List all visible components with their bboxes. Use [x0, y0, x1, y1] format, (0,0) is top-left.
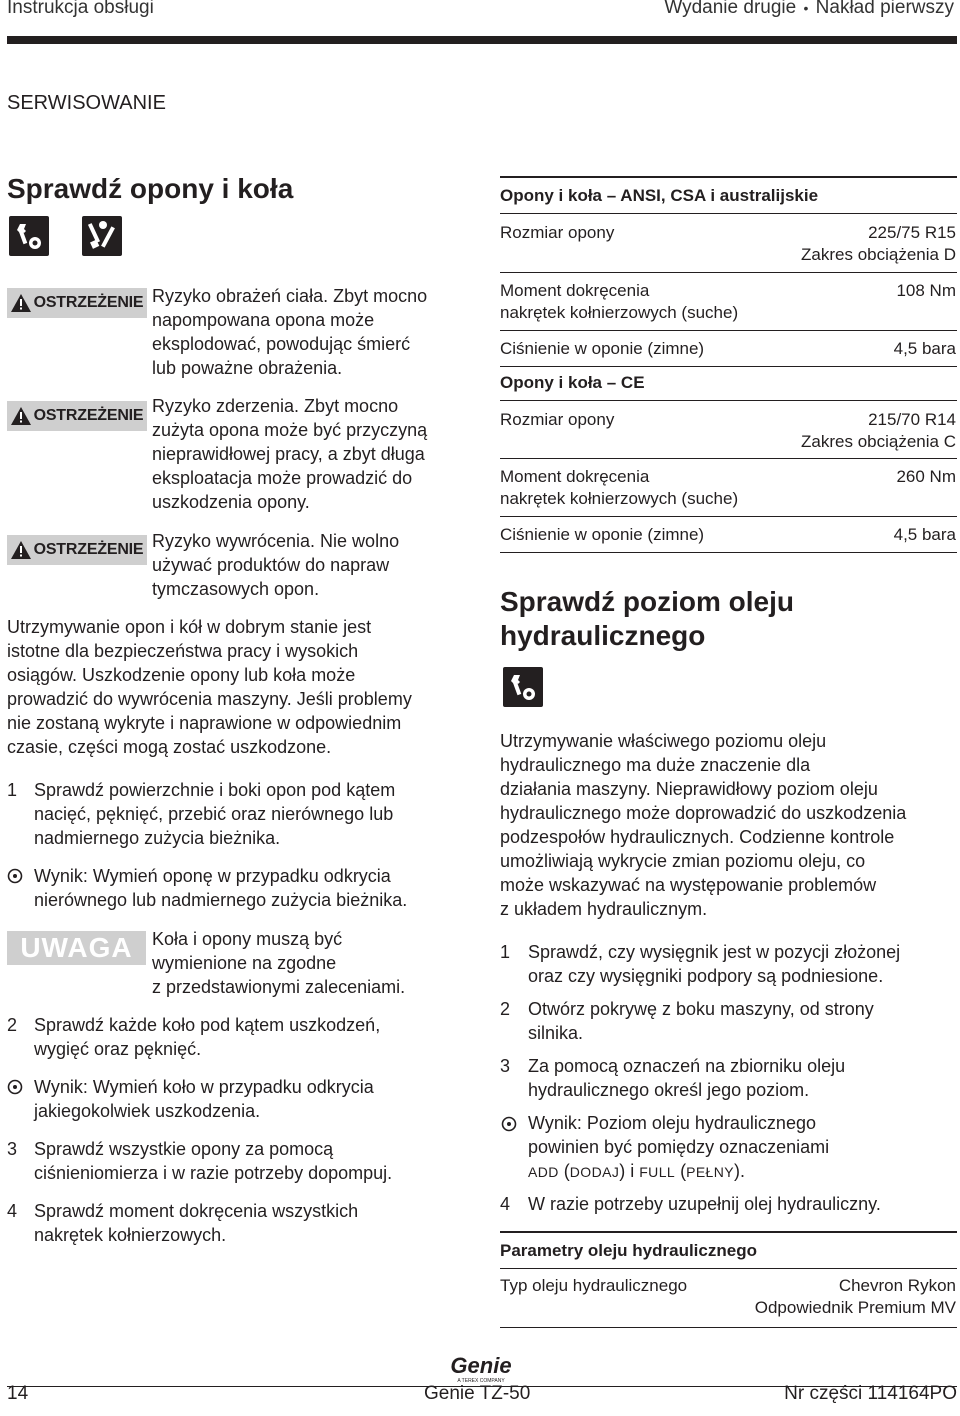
text-line: zużyta opona może być przyczyną — [152, 420, 428, 440]
table-rule — [500, 366, 957, 367]
result-icon — [501, 1116, 517, 1132]
logo-text: Genie — [450, 1353, 512, 1378]
mark-and: i — [630, 1161, 635, 1181]
table-label — [500, 280, 738, 324]
table-value: 260 Nm — [896, 467, 956, 486]
text-line: oraz czy wysięgniki podpory są podniesione. — [528, 966, 884, 986]
table-rule — [500, 552, 957, 553]
text-line: ADD (DODAJ) i FULL (PEŁNY). — [528, 1161, 745, 1181]
model-name: Genie TZ-50 — [424, 1383, 531, 1404]
text-line: nadmiernego zużycia bieżnika. — [34, 828, 281, 848]
warning-badge — [7, 288, 147, 318]
text-line: nacięć, pęknięć, przebić oraz nierównego lub — [34, 804, 394, 824]
text-line: Wynik: Poziom oleju hydraulicznego — [528, 1113, 816, 1133]
table-title: Opony i koła – ANSI, CSA i australijskie — [500, 186, 819, 205]
section-title: SERWISOWANIE — [7, 92, 166, 114]
value-line: Zakres obciążenia C — [801, 432, 956, 451]
text-line: nierównego lub nadmiernego zużycia bieżnika. — [34, 890, 408, 910]
text-line: hydraulicznego określ jego poziom. — [528, 1080, 810, 1100]
label-line: nakrętek kołnierzowych (suche) — [500, 489, 739, 508]
notice-text — [152, 927, 405, 999]
printing-text: Nakład pierwszy — [815, 0, 954, 18]
text-line: podzespołów hydraulicznych. Codzienne kontrole — [500, 827, 895, 847]
result-text — [34, 864, 407, 912]
text-line: Sprawdź powierzchnie i boki opon pod kątem — [34, 780, 396, 800]
table-rule — [500, 272, 957, 273]
text-line: jakiegokolwiek uszkodzenia. — [34, 1101, 261, 1121]
text-line: hydraulicznego może doprowadzić do uszkodzenia — [500, 803, 907, 823]
warning-triangle-icon — [11, 294, 31, 312]
text-line: Ryzyko obrażeń ciała. Zbyt mocno — [152, 286, 428, 306]
notice-badge: UWAGA — [7, 931, 146, 965]
oil-intro-paragraph — [500, 729, 906, 921]
step-text — [528, 1054, 845, 1102]
tools-icon — [503, 667, 543, 707]
text-line: nie zostaną wykryte i naprawione w odpowiednim — [7, 713, 402, 733]
header-rule — [7, 36, 957, 44]
table-value — [801, 222, 956, 266]
wrench-screwdriver-icon — [82, 216, 122, 256]
text-line: Wynik: Wymień oponę w przypadku odkrycia — [34, 866, 391, 886]
mark-full: FULL — [639, 1164, 676, 1180]
text-line: używać produktów do napraw — [152, 555, 390, 575]
table-rule — [500, 516, 957, 517]
table-rule — [500, 458, 957, 459]
text-line: Wynik: Wymień koło w przypadku odkrycia — [34, 1077, 374, 1097]
genie-logo — [446, 1353, 516, 1385]
warning-text-injury — [152, 284, 427, 380]
step-text — [34, 1013, 380, 1061]
text-line: lub poważne obrażenia. — [152, 358, 343, 378]
heading-line: hydraulicznego — [500, 620, 706, 651]
text-line: Sprawdź, czy wysięgnik jest w pozycji złożonej — [528, 942, 901, 962]
text-line: wymienione na zgodne — [152, 953, 337, 973]
text-line: istotne dla bezpieczeństwa pracy i wysokich — [7, 641, 359, 661]
text-line: Otwórz pokrywę z boku maszyny, od strony — [528, 999, 874, 1019]
value-line: Chevron Rykon — [838, 1276, 956, 1295]
text-line: Utrzymywanie opon i kół w dobrym stanie jest — [7, 617, 372, 637]
text-line: powinien być pomiędzy oznaczeniami — [528, 1137, 830, 1157]
table-value: 4,5 bara — [893, 339, 956, 358]
value-line: Odpowiednik Premium MV — [754, 1298, 956, 1317]
label-line: nakrętek kołnierzowych (suche) — [500, 303, 739, 322]
table-label: Rozmiar opony — [500, 223, 615, 242]
text-line: czasie, części mogą zostać uszkodzone. — [7, 737, 332, 757]
intro-paragraph — [7, 615, 412, 759]
text-line: Za pomocą oznaczeń na zbiorniku oleju — [528, 1056, 846, 1076]
edition-bullet: • — [803, 0, 809, 16]
table-rule — [500, 330, 957, 331]
value-line: 215/70 R14 — [868, 410, 956, 429]
text-line: działania maszyny. Nieprawidłowy poziom oleju — [500, 779, 878, 799]
value-line: Zakres obciążenia D — [801, 245, 956, 264]
table-value: 108 Nm — [896, 281, 956, 300]
step-text — [34, 778, 395, 850]
text-line: Ryzyko wywrócenia. Nie wolno — [152, 531, 400, 551]
text-line: z przedstawionymi zaleceniami. — [152, 977, 406, 997]
text-line: prowadzić do wywrócenia maszyny. Jeśli problemy — [7, 689, 412, 709]
text-line: hydraulicznego ma duże znaczenie dla — [500, 755, 811, 775]
table-label: Rozmiar opony — [500, 410, 615, 429]
label-line: Moment dokręcenia — [500, 281, 650, 300]
result-icon — [7, 1079, 23, 1095]
warning-text-tipover — [152, 529, 399, 601]
section-heading-oil — [500, 585, 940, 653]
table-label: Ciśnienie w oponie (zimne) — [500, 525, 705, 544]
table-top-rule — [500, 1231, 957, 1233]
step-number: 2 — [500, 999, 511, 1019]
table-label: Ciśnienie w oponie (zimne) — [500, 339, 705, 358]
edition-text: Wydanie drugie — [664, 0, 797, 18]
result-text — [528, 1111, 829, 1184]
table-title: Parametry oleju hydraulicznego — [500, 1241, 757, 1260]
warning-text-collision — [152, 394, 427, 514]
text-line: ciśnieniomierza i w razie potrzeby dopompuj. — [34, 1163, 393, 1183]
heading-line: Sprawdź poziom oleju — [500, 586, 795, 617]
table-rule — [500, 400, 957, 401]
warning-triangle-icon — [11, 407, 31, 425]
text-line: uszkodzenia opony. — [152, 492, 310, 512]
warning-label: OSTRZEŻENIE — [33, 294, 144, 311]
table-rule — [500, 213, 957, 214]
table-label: Typ oleju hydraulicznego — [500, 1276, 688, 1295]
text-line: osiągów. Uszkodzenie opony lub koła może — [7, 665, 356, 685]
step-text — [34, 1199, 358, 1247]
result-icon — [7, 868, 23, 884]
step-text: W razie potrzeby uzupełnij olej hydrauliczny. — [528, 1194, 881, 1214]
text-line: Sprawdź moment dokręcenia wszystkich — [34, 1201, 359, 1221]
table-label — [500, 466, 738, 510]
text-line: umożliwiają wykrycie zmian poziomu oleju, co — [500, 851, 866, 871]
warning-badge — [7, 401, 147, 431]
text-line: z układem hydraulicznym. — [500, 899, 708, 919]
warning-label: OSTRZEŻENIE — [33, 407, 144, 424]
text-line: eksplodować, powodując śmierć — [152, 334, 411, 354]
tools-icon — [9, 216, 49, 256]
step-number: 2 — [7, 1015, 18, 1035]
table-rule — [500, 1268, 957, 1269]
step-number: 3 — [500, 1056, 511, 1076]
step-text — [528, 940, 900, 988]
table-top-rule — [500, 176, 957, 178]
header-title: Instrukcja obsługi — [7, 0, 154, 18]
text-line: Utrzymywanie właściwego poziomu oleju — [500, 731, 827, 751]
table-value: 4,5 bara — [893, 525, 956, 544]
mark-add: ADD — [528, 1164, 559, 1180]
step-text — [528, 997, 874, 1045]
text-line: wygięć oraz pęknięć. — [34, 1039, 202, 1059]
text-line: Ryzyko zderzenia. Zbyt mocno — [152, 396, 399, 416]
table-value — [801, 409, 956, 453]
table-rule — [500, 1327, 957, 1328]
warning-triangle-icon — [11, 541, 31, 559]
step-number: 4 — [7, 1201, 18, 1221]
text-line: Koła i opony muszą być — [152, 929, 343, 949]
text-line: Sprawdź każde koło pod kątem uszkodzeń, — [34, 1015, 381, 1035]
mark-pelny: PEŁNY — [686, 1164, 734, 1180]
logo-subtext: A TEREX COMPANY — [457, 1378, 505, 1384]
warning-label: OSTRZEŻENIE — [33, 541, 144, 558]
text-line: nakrętek kołnierzowych. — [34, 1225, 227, 1245]
text-line: silnika. — [528, 1023, 584, 1043]
mark-dodaj: DODAJ — [569, 1164, 620, 1180]
text-line: może wskazywać na występowanie problemów — [500, 875, 877, 895]
page-number: 14 — [7, 1383, 29, 1404]
text-line: Sprawdź wszystkie opony za pomocą — [34, 1139, 334, 1159]
result-text — [34, 1075, 374, 1123]
label-line: Moment dokręcenia — [500, 467, 650, 486]
text-line: eksploatacja może prowadzić do — [152, 468, 413, 488]
step-number: 1 — [500, 942, 511, 962]
step-number: 1 — [7, 780, 18, 800]
value-line: 225/75 R15 — [868, 223, 956, 242]
text-line: nieprawidłowej pracy, a zbyt długa — [152, 444, 425, 464]
text-line: tymczasowych opon. — [152, 579, 320, 599]
part-number: Nr części 114164PO — [784, 1383, 957, 1404]
step-number: 4 — [500, 1194, 511, 1214]
page-title: Sprawdź opony i koła — [7, 173, 294, 204]
text-line: napompowana opona może — [152, 310, 375, 330]
header-edition — [664, 0, 954, 19]
warning-badge — [7, 535, 147, 565]
table-value — [755, 1275, 956, 1319]
step-text — [34, 1137, 392, 1185]
step-number: 3 — [7, 1139, 18, 1159]
table-title: Opony i koła – CE — [500, 373, 645, 392]
